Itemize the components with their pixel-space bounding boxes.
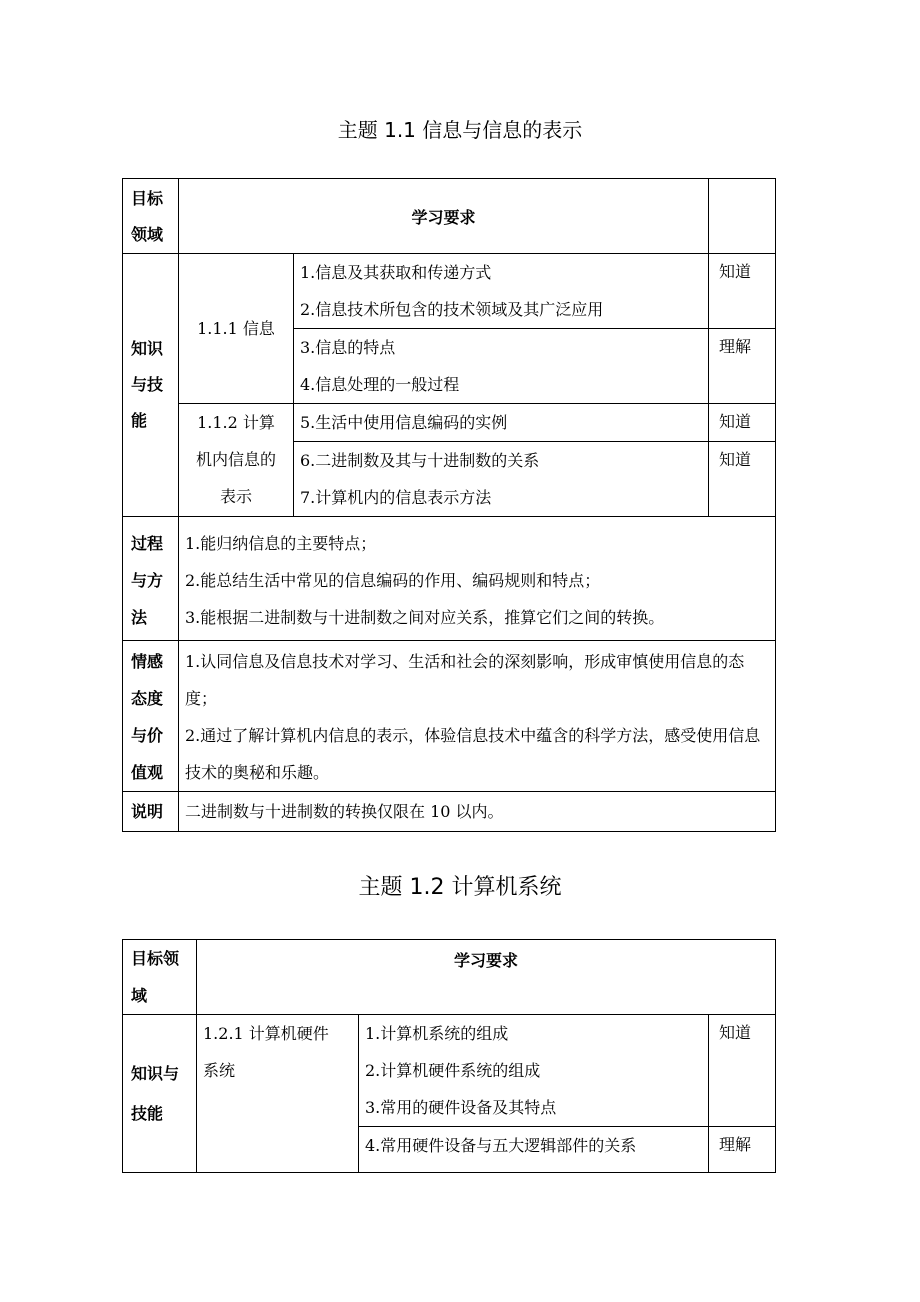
topic2-requirements-table xyxy=(122,939,776,1173)
topic1-process-line-3: 3.能根据二进制数与十进制数之间对应关系，推算它们之间的转换。 xyxy=(185,608,665,627)
topic1-item-1: 1.信息及其获取和传递方式 xyxy=(300,263,492,282)
topic1-attitude-line-1: 1.认同信息及信息技术对学习、生活和社会的深刻影响，形成审慎使用信息的态度； xyxy=(185,652,745,708)
topic2-knowledge-label: 知识与 技能 xyxy=(123,1015,197,1173)
topic1-header-domain: 目标 领域 xyxy=(123,179,179,254)
topic1-item-4: 4.信息处理的一般过程 xyxy=(300,375,460,394)
topic1-attitude-label: 情感 态度 与价 值观 xyxy=(123,641,179,792)
topic1-item-2: 2.信息技术所包含的技术领域及其广泛应用 xyxy=(300,300,604,319)
topic1-process-label: 过程 与方 法 xyxy=(123,517,179,641)
topic1-process-line-2: 2.能总结生活中常见的信息编码的作用、编码规则和特点； xyxy=(185,571,601,590)
topic1-item-7: 7.计算机内的信息表示方法 xyxy=(300,488,492,507)
topic2-item-4: 4.常用硬件设备与五大逻辑部件的关系 xyxy=(365,1136,637,1155)
topic2-item-1: 1.计算机系统的组成 xyxy=(365,1024,509,1043)
topic2-header-domain: 目标领 域 xyxy=(123,940,197,1015)
topic1-item-3: 3.信息的特点 xyxy=(300,338,396,357)
topic2-level-2: 理解 xyxy=(709,1127,776,1173)
topic1-note-label: 说明 xyxy=(123,792,179,832)
topic1-item-6: 6.二进制数及其与十进制数的关系 xyxy=(300,451,540,470)
topic1-level-4: 知道 xyxy=(709,442,776,517)
topic2-subtopic-1: 1.2.1 计算机硬件 系统 xyxy=(197,1015,359,1173)
topic1-title: 主题 1.1 信息与信息的表示 xyxy=(337,118,583,142)
topic2-item-2: 2.计算机硬件系统的组成 xyxy=(365,1061,541,1080)
topic1-level-2: 理解 xyxy=(709,329,776,404)
topic1-item-5: 5.生活中使用信息编码的实例 xyxy=(300,413,508,432)
topic1-subtopic-1: 1.1.1 信息 xyxy=(179,254,294,404)
topic2-header-requirement: 学习要求 xyxy=(197,940,776,1015)
topic1-knowledge-label: 知识 与技 能 xyxy=(123,254,179,517)
topic2-item-3: 3.常用的硬件设备及其特点 xyxy=(365,1098,557,1117)
topic2-level-1: 知道 xyxy=(709,1015,776,1127)
topic1-header-requirement: 学习要求 xyxy=(179,179,709,254)
topic1-note-text: 二进制数与十进制数的转换仅限在 10 以内。 xyxy=(179,792,776,832)
topic1-requirements-table xyxy=(122,178,776,832)
topic1-level-1: 知道 xyxy=(709,254,776,329)
topic1-attitude-line-2: 2.通过了解计算机内信息的表示，体验信息技术中蕴含的科学方法，感受使用信息技术的奥秘和乐趣。 xyxy=(185,726,761,782)
topic1-process-line-1: 1.能归纳信息的主要特点； xyxy=(185,534,377,553)
topic1-subtopic-2: 1.1.2 计算 机内信息的 表示 xyxy=(179,404,294,517)
topic2-title: 主题 1.2 计算机系统 xyxy=(358,875,562,900)
topic1-level-3: 知道 xyxy=(709,404,776,442)
